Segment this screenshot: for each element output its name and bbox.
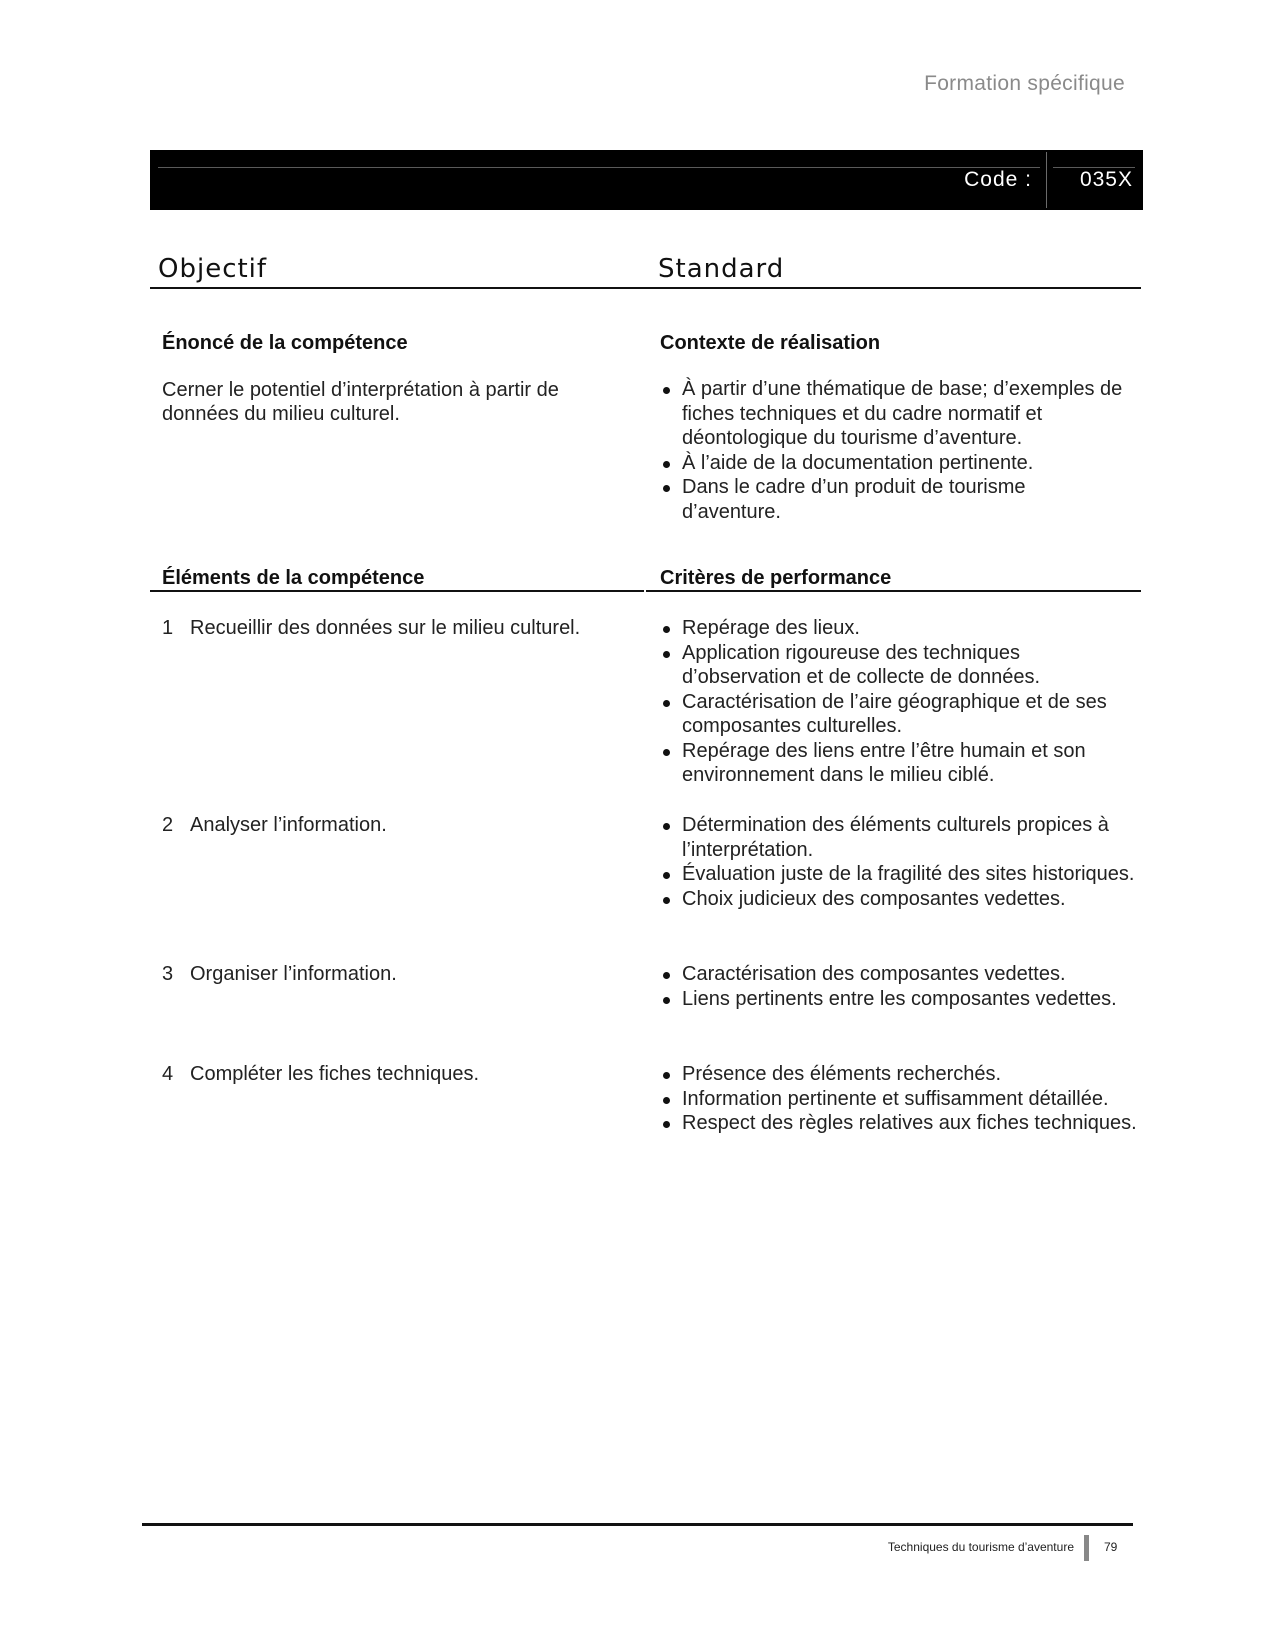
element-item [162, 813, 387, 837]
elements-heading: Éléments de la compétence [162, 567, 425, 589]
contexte-heading: Contexte de réalisation [660, 332, 881, 354]
critere-item: Présence des éléments recherchés. [660, 1062, 1140, 1087]
element-item [162, 962, 397, 986]
contexte-item: Dans le cadre d’un produit de tourisme d’aventure. [660, 475, 1130, 524]
element-item [162, 616, 580, 640]
enonce-text [162, 378, 632, 426]
criteres-group [660, 813, 1140, 911]
page-number: 79 [1104, 1540, 1118, 1554]
critere-item: Repérage des lieux. [660, 616, 1140, 641]
footer-separator [1084, 1535, 1089, 1561]
criteres-heading: Critères de performance [660, 567, 892, 589]
objectif-title: Objectif [158, 254, 268, 284]
code-label: Code : [964, 168, 1032, 191]
element-item [162, 1062, 479, 1086]
enonce-heading: Énoncé de la compétence [162, 332, 408, 354]
critere-item: Respect des règles relatives aux fiches techniques. [660, 1111, 1140, 1136]
code-bar-rule [158, 167, 1040, 168]
title-rule [150, 287, 1141, 289]
running-header: Formation spécifique [924, 72, 1125, 95]
critere-item: Caractérisation des composantes vedettes. [660, 962, 1130, 987]
contexte-list [660, 377, 1130, 524]
critere-item: Choix judicieux des composantes vedettes. [660, 887, 1140, 912]
element-number: 3 [162, 963, 174, 985]
element-number: 4 [162, 1063, 174, 1085]
critere-item: Liens pertinents entre les composantes vedettes. [660, 987, 1130, 1012]
element-text: Organiser l’information. [190, 963, 397, 985]
contexte-item: À l’aide de la documentation pertinente. [660, 451, 1130, 476]
standard-title: Standard [658, 254, 785, 284]
criteres-group [660, 962, 1130, 1011]
code-bar-separator [1046, 152, 1047, 208]
code-value: 035X [1079, 168, 1133, 191]
element-number: 1 [162, 617, 174, 639]
elements-rule [150, 590, 644, 592]
element-number: 2 [162, 814, 174, 836]
critere-item: Caractérisation de l’aire géographique et de ses composantes culturelles. [660, 690, 1140, 739]
criteres-rule [646, 590, 1141, 592]
criteres-group [660, 616, 1140, 788]
element-text: Compléter les fiches techniques. [190, 1063, 480, 1085]
criteres-group [660, 1062, 1140, 1136]
code-bar [150, 150, 1143, 210]
element-text: Analyser l’information. [190, 814, 387, 836]
critere-item: Détermination des éléments culturels propices à l’interprétation. [660, 813, 1140, 862]
critere-item: Évaluation juste de la fragilité des sites historiques. [660, 862, 1140, 887]
enonce-text-line: Cerner le potentiel d’interprétation à partir de [162, 379, 559, 401]
footer-rule [142, 1523, 1133, 1526]
enonce-text-line: données du milieu culturel. [162, 403, 400, 425]
critere-item: Application rigoureuse des techniques d’observation et de collecte de données. [660, 641, 1140, 690]
critere-item: Information pertinente et suffisamment détaillée. [660, 1087, 1140, 1112]
footer-program: Techniques du tourisme d’aventure [887, 1540, 1074, 1554]
contexte-item: À partir d’une thématique de base; d’exemples de fiches techniques et du cadre normatif et déontologique du tourisme d’aventure. [660, 377, 1130, 451]
critere-item: Repérage des liens entre l’être humain et son environnement dans le milieu ciblé. [660, 739, 1140, 788]
element-text: Recueillir des données sur le milieu culturel. [190, 617, 581, 639]
